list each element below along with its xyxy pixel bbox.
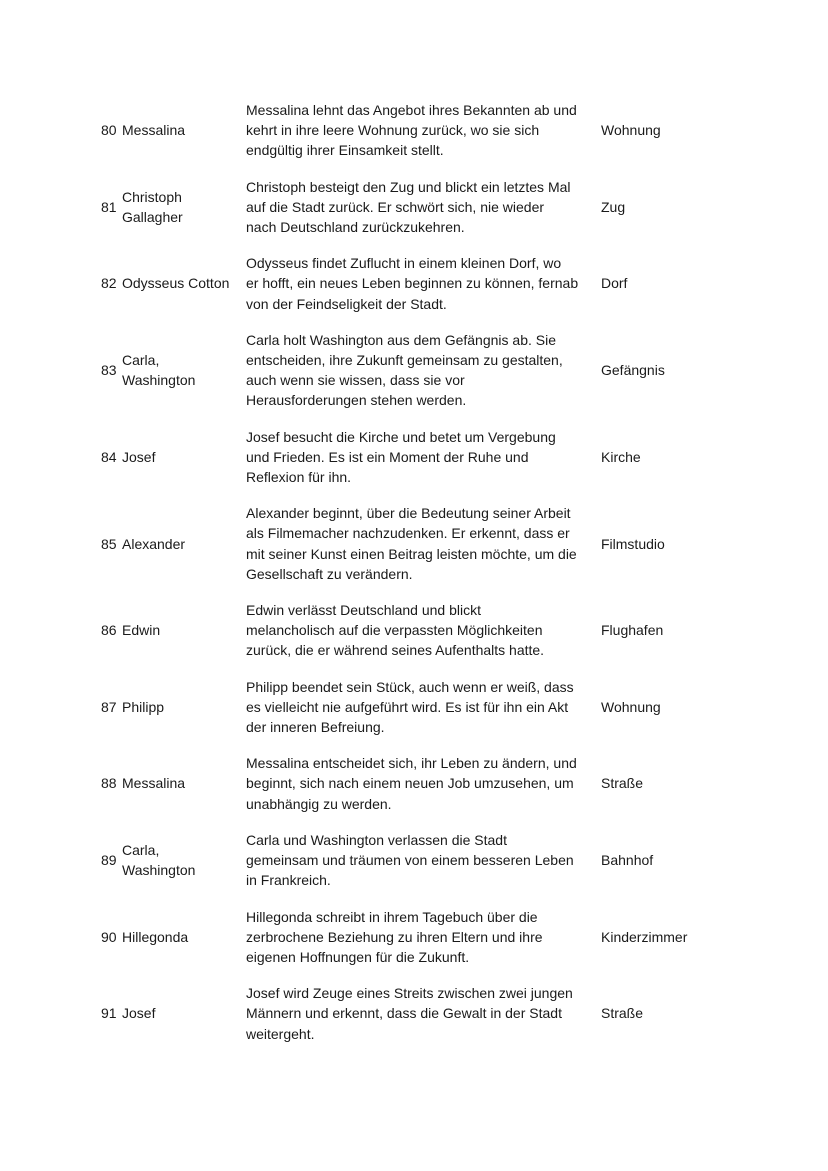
scene-description — [243, 92, 597, 169]
scene-characters — [119, 495, 243, 592]
scene-number: 84 — [101, 448, 117, 465]
character-line: Hillegonda — [122, 928, 189, 945]
scene-location: Filmstudio — [601, 535, 665, 552]
scene-description — [243, 899, 597, 976]
description-line: und Frieden. Es ist ein Moment der Ruhe und — [246, 448, 529, 465]
scene-location: Zug — [601, 198, 626, 215]
scene-characters — [119, 975, 243, 1052]
description-line: endgültig ihrer Einsamkeit stellt. — [246, 142, 444, 159]
scene-description — [243, 169, 597, 246]
description-line: auch wenn sie wissen, dass sie vor — [246, 372, 465, 389]
description-line: Philipp beendet sein Stück, auch wenn er weiß, dass — [246, 678, 574, 695]
scene-number: 82 — [101, 275, 117, 292]
scene-location: Wohnung — [601, 698, 661, 715]
description-line: der inneren Befreiung. — [246, 719, 385, 736]
description-line: mit seiner Kunst einen Beitrag leisten möchte, um die — [246, 545, 577, 562]
scene-characters — [119, 899, 243, 976]
description-line: er hofft, ein neues Leben beginnen zu können, fernab — [246, 275, 579, 292]
table-row — [98, 419, 690, 496]
scene-number: 83 — [101, 362, 117, 379]
scene-location: Gefängnis — [601, 362, 665, 379]
scene-number: 88 — [101, 775, 117, 792]
description-line: es vielleicht nie aufgeführt wird. Es ist für ihn ein Akt — [246, 698, 569, 715]
table-row — [98, 322, 690, 419]
table-row — [98, 745, 690, 822]
description-line: Carla holt Washington aus dem Gefängnis ab. Sie — [246, 331, 556, 348]
description-line: eigenen Hoffnungen für die Zukunft. — [246, 948, 470, 965]
scene-description — [243, 592, 597, 669]
character-line: Washington — [122, 862, 196, 879]
description-line: Messalina lehnt das Angebot ihres Bekannten ab und — [246, 102, 577, 118]
table-row — [98, 92, 690, 169]
description-line: Josef besucht die Kirche und betet um Vergebung — [246, 428, 556, 445]
table-row — [98, 822, 690, 899]
table-row — [98, 495, 690, 592]
scene-characters — [119, 245, 243, 322]
character-line: Edwin — [122, 622, 161, 639]
character-line: Messalina — [122, 775, 186, 792]
description-line: Christoph besteigt den Zug und blickt ein letztes Mal — [246, 178, 571, 195]
scene-number: 85 — [101, 535, 117, 552]
scene-description — [243, 822, 597, 899]
scene-description — [243, 669, 597, 746]
character-line: Carla, — [122, 841, 160, 858]
scene-characters — [119, 92, 243, 169]
scene-characters — [119, 669, 243, 746]
description-line: in Frankreich. — [246, 872, 331, 889]
description-line: auf die Stadt zurück. Er schwört sich, nie wieder — [246, 198, 545, 215]
scene-number: 91 — [101, 1005, 117, 1022]
scene-number: 81 — [101, 198, 117, 215]
table-row — [98, 169, 690, 246]
scene-number: 86 — [101, 622, 117, 639]
table-row — [98, 899, 690, 976]
scene-location: Flughafen — [601, 622, 664, 639]
scene-description — [243, 419, 597, 496]
character-line: Alexander — [122, 535, 186, 552]
scene-location: Dorf — [601, 275, 628, 292]
scene-number: 90 — [101, 928, 117, 945]
character-line: Washington — [122, 372, 196, 389]
description-line: nach Deutschland zurückzukehren. — [246, 219, 465, 236]
scene-number: 87 — [101, 698, 117, 715]
scene-characters — [119, 822, 243, 899]
character-line: Carla, — [122, 352, 160, 369]
character-line: Gallagher — [122, 208, 183, 225]
table-row — [98, 245, 690, 322]
description-line: zerbrochene Beziehung zu ihren Eltern und ihre — [246, 928, 543, 945]
description-line: kehrt in ihre leere Wohnung zurück, wo sie sich — [246, 122, 540, 139]
description-line: von der Feindseligkeit der Stadt. — [246, 295, 447, 312]
description-line: melancholisch auf die verpassten Möglichkeiten — [246, 622, 543, 639]
description-line: entscheiden, ihre Zukunft gemeinsam zu gestalten, — [246, 352, 563, 369]
scene-table — [98, 92, 690, 1052]
description-line: Gesellschaft zu verändern. — [246, 565, 413, 582]
scene-description — [243, 975, 597, 1052]
scene-characters — [119, 745, 243, 822]
scene-number: 89 — [101, 852, 117, 869]
description-line: Messalina entscheidet sich, ihr Leben zu ändern, und — [246, 755, 577, 772]
description-line: Reflexion für ihn. — [246, 469, 352, 486]
description-line: Odysseus findet Zuflucht in einem kleinen Dorf, wo — [246, 255, 562, 272]
scene-characters — [119, 419, 243, 496]
description-line: Männern und erkennt, dass die Gewalt in der Stadt — [246, 1005, 562, 1022]
description-line: Carla und Washington verlassen die Stadt — [246, 831, 507, 848]
table-row — [98, 975, 690, 1052]
scene-description — [243, 745, 597, 822]
character-line: Odysseus Cotton — [122, 275, 230, 292]
description-line: Josef wird Zeuge eines Streits zwischen zwei jungen — [246, 985, 573, 1002]
character-line: Christoph — [122, 188, 182, 205]
description-line: gemeinsam und träumen von einem besseren Leben — [246, 852, 574, 869]
description-line: weitergeht. — [246, 1025, 315, 1042]
scene-number: 80 — [101, 122, 117, 139]
character-line: Philipp — [122, 698, 165, 715]
scene-location: Bahnhof — [601, 852, 654, 869]
character-line: Josef — [122, 1005, 156, 1022]
scene-characters — [119, 592, 243, 669]
description-line: Herausforderungen stehen werden. — [246, 392, 467, 409]
scene-description — [243, 322, 597, 419]
scene-characters — [119, 322, 243, 419]
description-line: Alexander beginnt, über die Bedeutung seiner Arbeit — [246, 505, 571, 522]
scene-description — [243, 495, 597, 592]
description-line: als Filmemacher nachzudenken. Er erkennt, dass er — [246, 525, 570, 542]
description-line: Edwin verlässt Deutschland und blickt — [246, 602, 482, 619]
table-row — [98, 669, 690, 746]
description-line: beginnt, sich nach einem neuen Job umzusehen, um — [246, 775, 574, 792]
scene-location: Kirche — [601, 448, 641, 465]
character-line: Josef — [122, 448, 156, 465]
scene-location: Straße — [601, 1005, 644, 1022]
scene-characters — [119, 169, 243, 246]
character-line: Messalina — [122, 122, 186, 139]
scene-description — [243, 245, 597, 322]
description-line: Hillegonda schreibt in ihrem Tagebuch über die — [246, 908, 538, 925]
description-line: unabhängig zu werden. — [246, 795, 392, 812]
scene-location: Kinderzimmer — [601, 928, 688, 945]
table-row — [98, 592, 690, 669]
description-line: zurück, die er während seines Aufenthalts hatte. — [246, 642, 545, 659]
scene-location: Straße — [601, 775, 644, 792]
scene-location: Wohnung — [601, 122, 661, 139]
